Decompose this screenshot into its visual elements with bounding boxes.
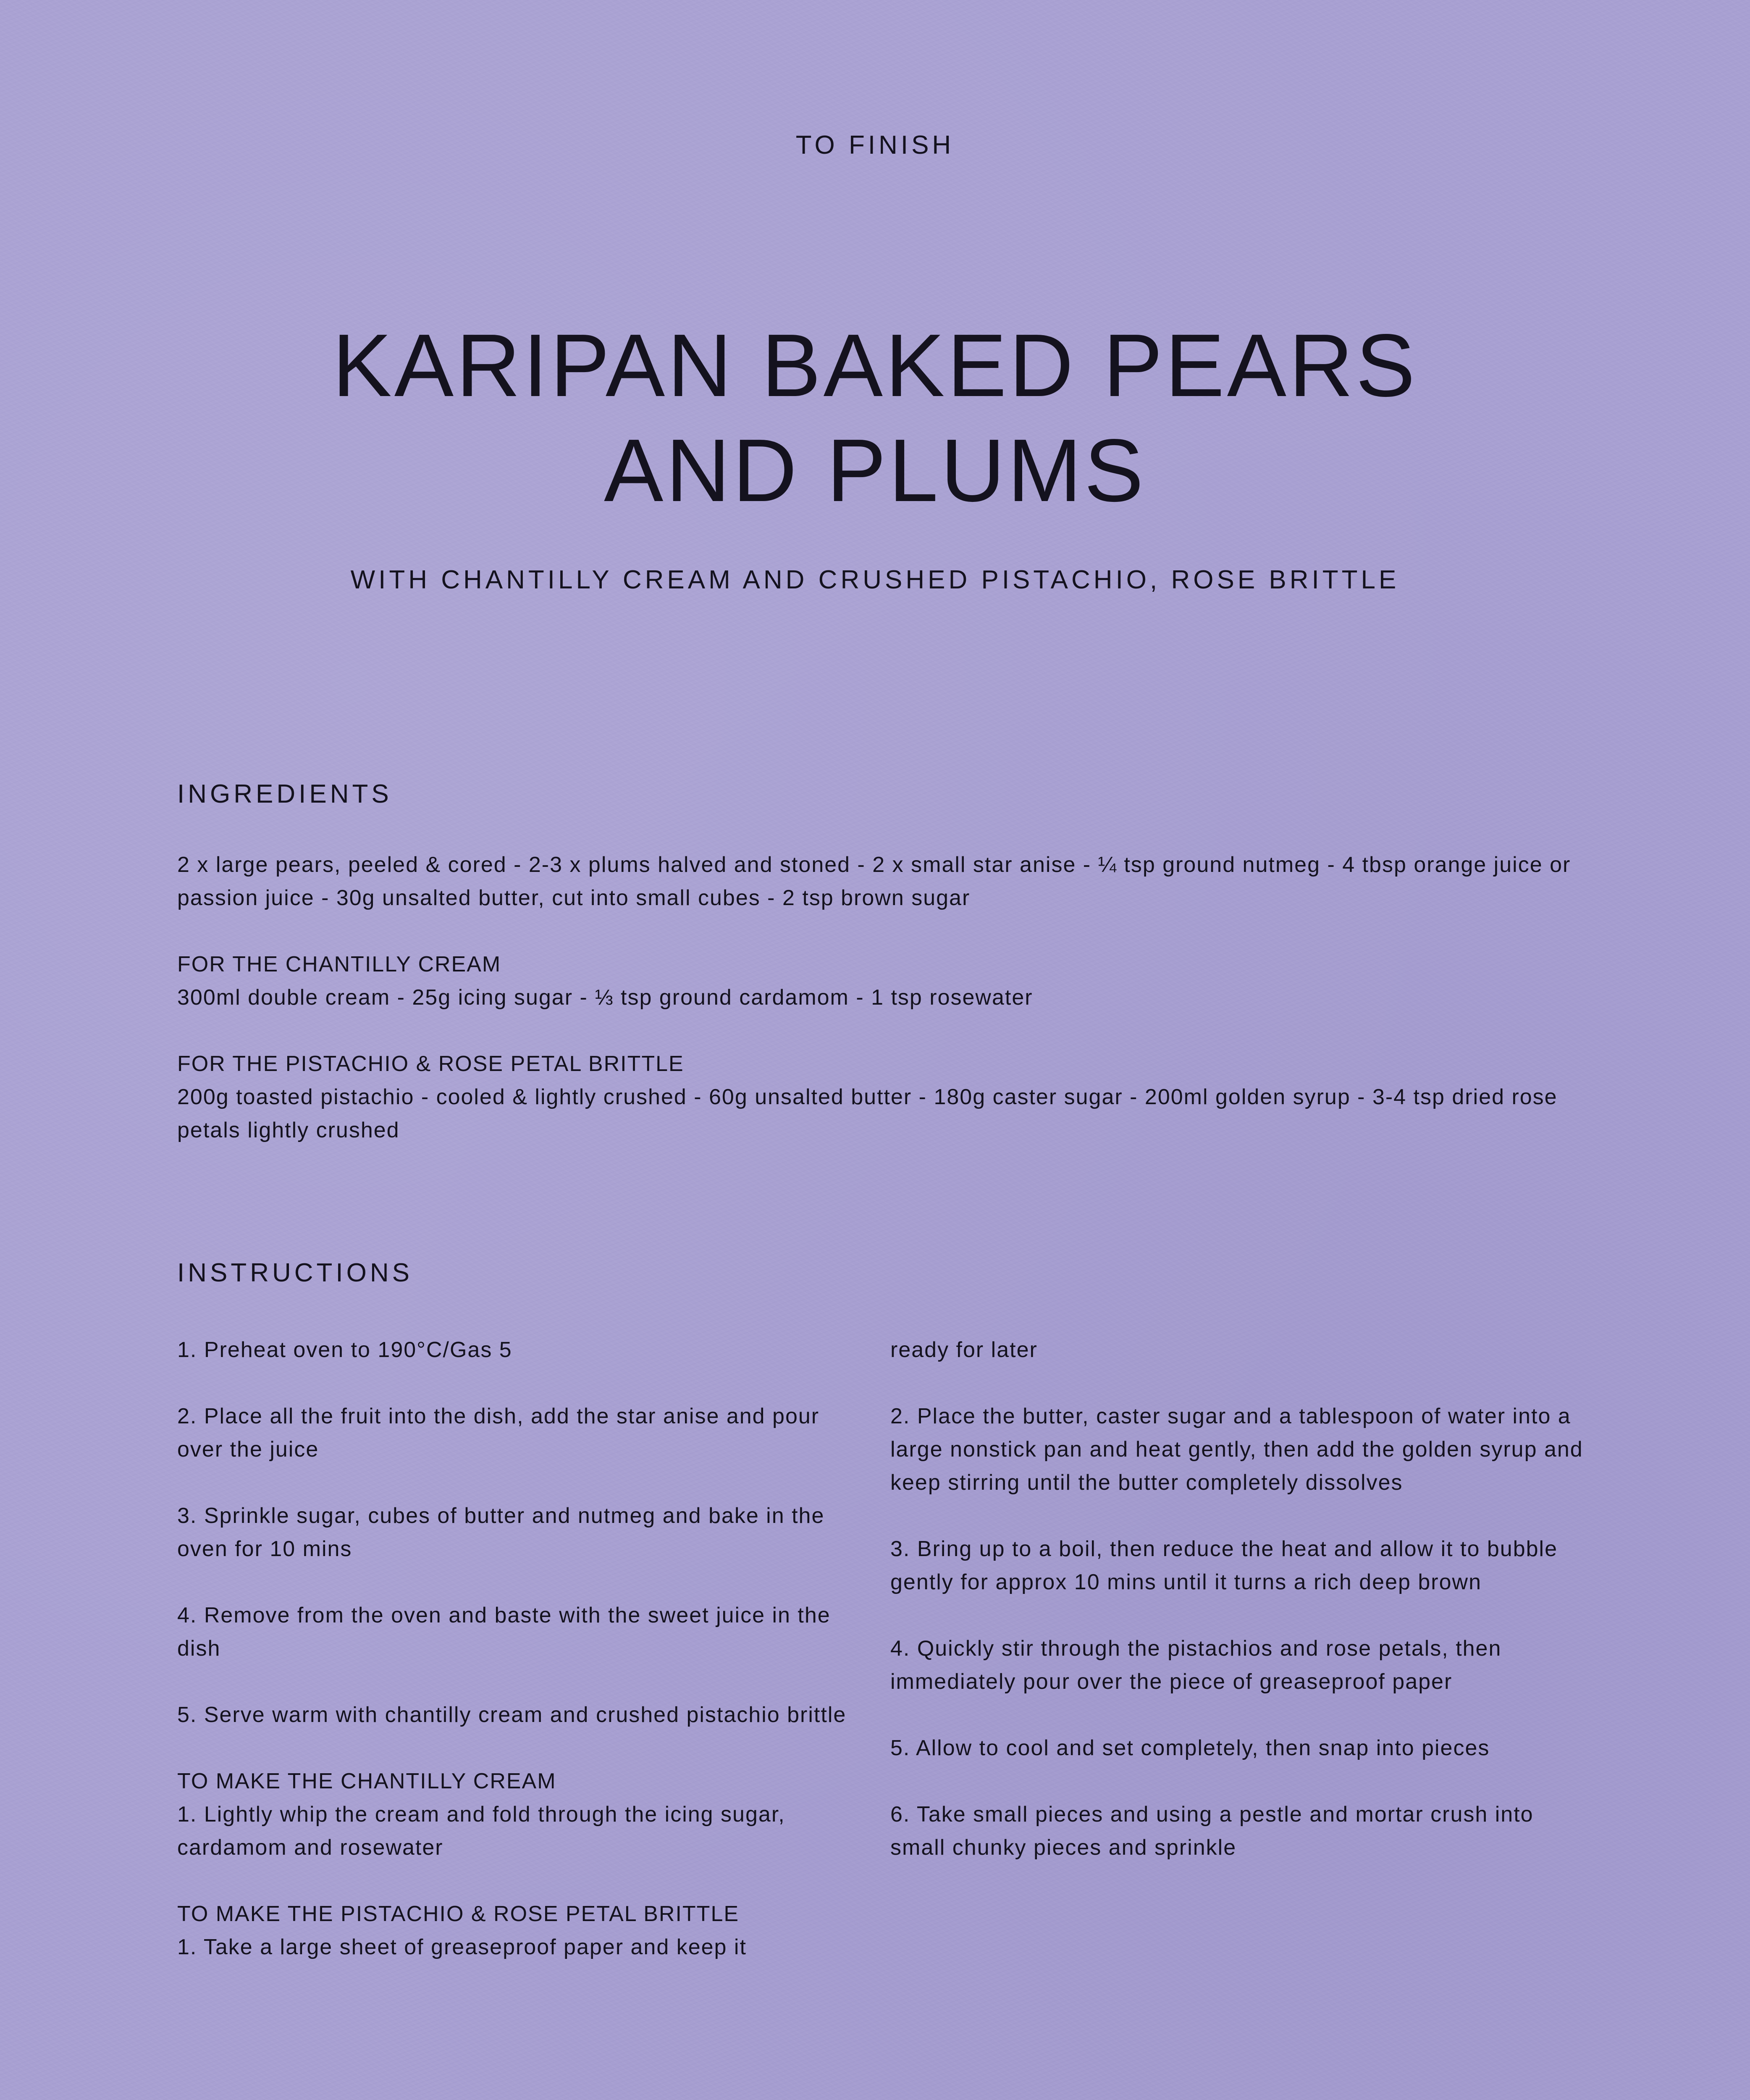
- instruction-step: 3. Bring up to a boil, then reduce the heat and allow it to bubble gently for approx 10 mins until it turns a rich deep brown: [890, 1537, 1558, 1594]
- instruction-step: 2. Place the butter, caster sugar and a tablespoon of water into a large nonstick pan and heat gently, then add the golden syrup and keep stirring until the butter completely dissolves: [890, 1404, 1583, 1495]
- main-ingredients: 2 x large pears, peeled & cored - 2-3 x plums halved and stoned - 2 x small star anise - ¼ tsp ground nutmeg - 4 tbsp orange juice or passion juice - 30g unsalted butter, cut into small cubes - 2 tsp brown sugar: [177, 853, 1571, 910]
- instructions-column-left: [177, 1334, 866, 1964]
- instruction-step: 1. Lightly whip the cream and fold through the icing sugar, cardamom and rosewater: [177, 1802, 785, 1860]
- instruction-step: 5. Serve warm with chantilly cream and crushed pistachio brittle: [177, 1703, 847, 1727]
- chantilly-ingredients-text: 300ml double cream - 25g icing sugar - ⅓ tsp ground cardamom - 1 tsp rosewater: [177, 985, 1033, 1010]
- brittle-ingredients-subheading: FOR THE PISTACHIO & ROSE PETAL BRITTLE: [177, 1052, 684, 1076]
- section-kicker: TO FINISH: [795, 131, 955, 160]
- instructions-column-right: [890, 1334, 1583, 1864]
- brittle-ingredients: [177, 1047, 1580, 1147]
- brittle-ingredients-text: 200g toasted pistachio - cooled & lightly crushed - 60g unsalted butter - 180g caster sugar - 200ml golden syrup - 3-4 tsp dried rose petals lightly crushed: [177, 1085, 1558, 1142]
- recipe-title-line-2: AND PLUMS: [604, 420, 1146, 520]
- brittle-method: [177, 1898, 866, 1964]
- chantilly-method: [177, 1765, 866, 1864]
- chantilly-ingredients-subheading: FOR THE CHANTILLY CREAM: [177, 952, 501, 976]
- instruction-step: 4. Quickly stir through the pistachios and rose petals, then immediately pour over the piece of greaseproof paper: [890, 1636, 1502, 1694]
- ingredients-heading: INGREDIENTS: [177, 780, 392, 808]
- instruction-step: 1. Preheat oven to 190°C/Gas 5: [177, 1338, 512, 1362]
- instructions-heading: INSTRUCTIONS: [177, 1258, 413, 1287]
- brittle-method-subheading: TO MAKE THE PISTACHIO & ROSE PETAL BRITTLE: [177, 1902, 740, 1926]
- instruction-step: 3. Sprinkle sugar, cubes of butter and nutmeg and bake in the oven for 10 mins: [177, 1504, 825, 1561]
- recipe-title: [0, 313, 1750, 523]
- recipe-title-line-1: KARIPAN BAKED PEARS: [332, 315, 1418, 415]
- recipe-subtitle: WITH CHANTILLY CREAM AND CRUSHED PISTACHIO, ROSE BRITTLE: [350, 565, 1400, 594]
- instruction-step: 6. Take small pieces and using a pestle and mortar crush into small chunky pieces and sprinkle: [890, 1802, 1534, 1860]
- instruction-step: 5. Allow to cool and set completely, then snap into pieces: [890, 1736, 1490, 1760]
- instruction-step: 1. Take a large sheet of greaseproof paper and keep it: [177, 1935, 747, 1959]
- chantilly-ingredients: [177, 948, 1580, 1014]
- ingredients-list: [177, 848, 1580, 1180]
- instruction-step: 2. Place all the fruit into the dish, add the star anise and pour over the juice: [177, 1404, 820, 1462]
- instruction-step: 4. Remove from the oven and baste with the sweet juice in the dish: [177, 1603, 831, 1661]
- instruction-step-continued: ready for later: [890, 1338, 1038, 1362]
- chantilly-method-subheading: TO MAKE THE CHANTILLY CREAM: [177, 1769, 556, 1793]
